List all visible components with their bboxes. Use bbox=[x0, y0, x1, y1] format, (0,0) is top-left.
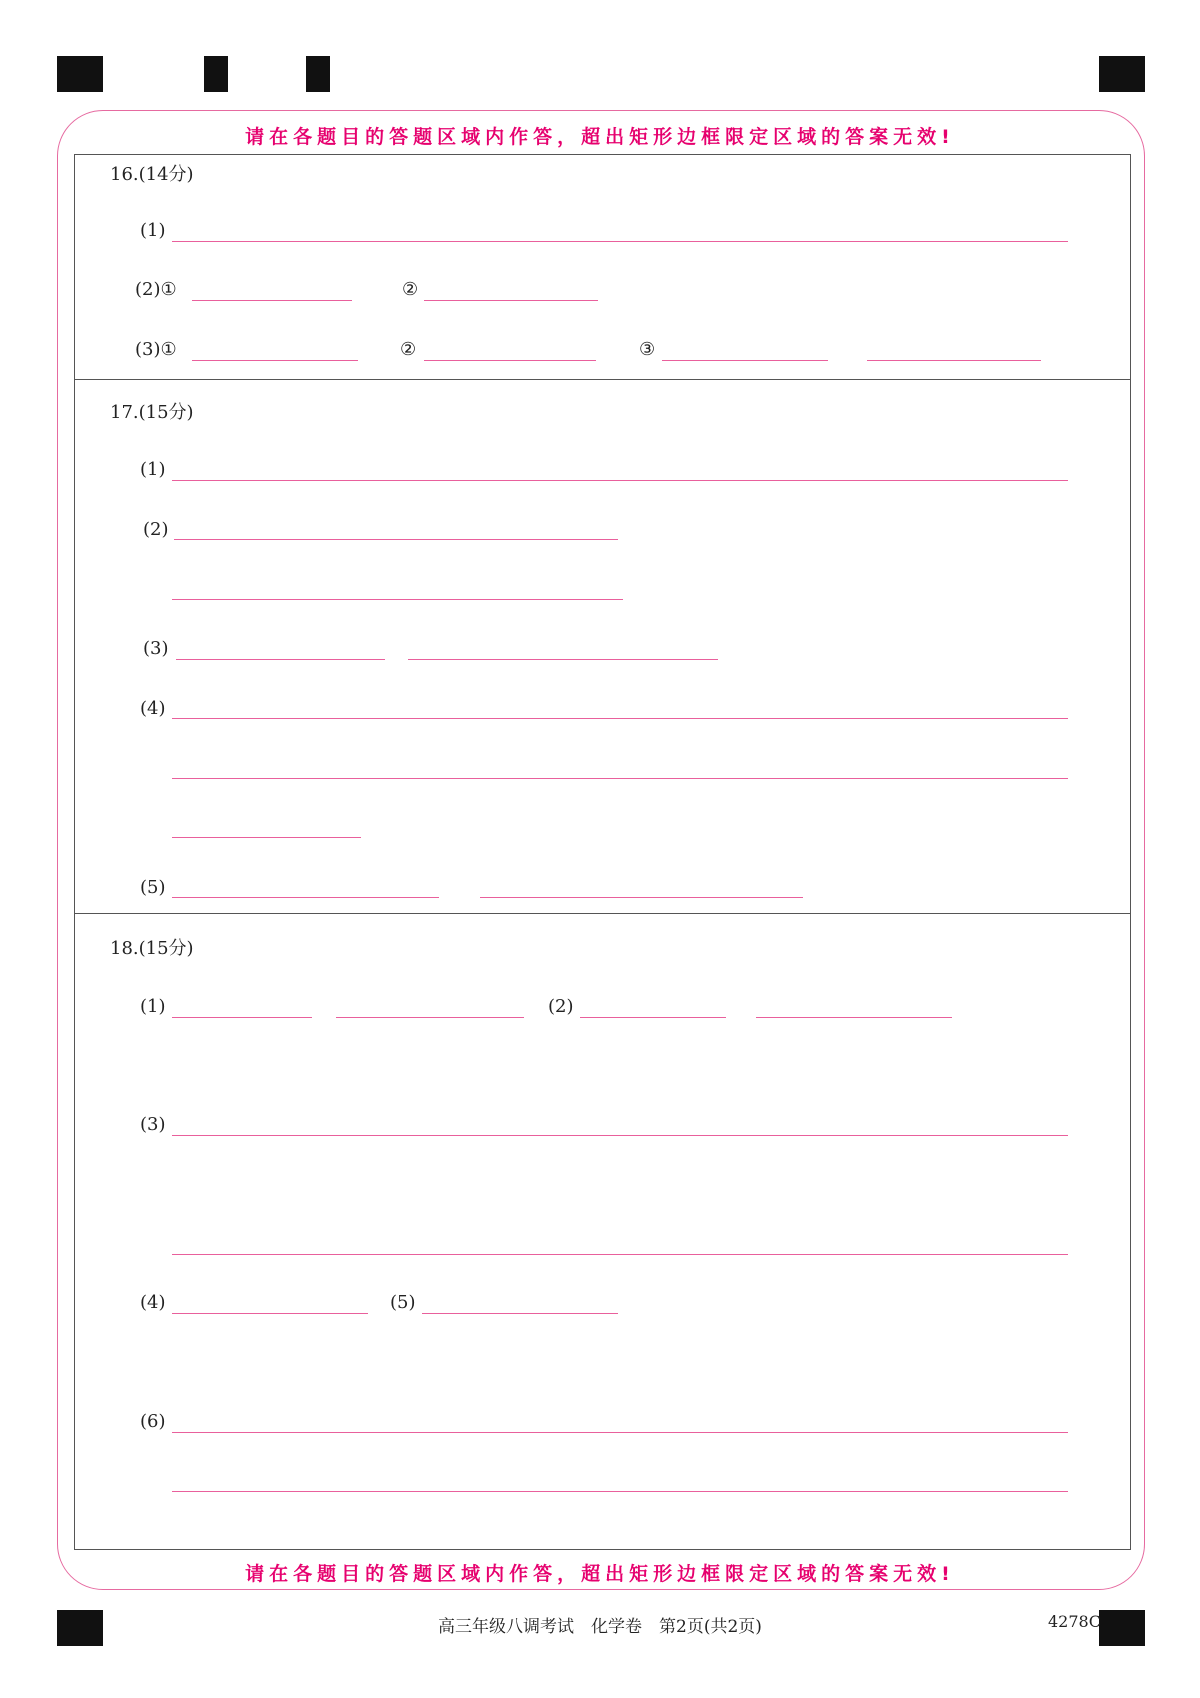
q18-part1-2-answer-line[interactable] bbox=[336, 1017, 524, 1018]
q16-part3-3-label: ③ bbox=[639, 339, 656, 360]
q16-part2-label: (2)① bbox=[135, 279, 177, 300]
q16-part1-answer-line[interactable] bbox=[172, 241, 1068, 242]
answer-box bbox=[74, 154, 1131, 1550]
q16-part3-3-answer-line[interactable] bbox=[662, 360, 828, 361]
footer-paper-code: 4278C bbox=[1048, 1612, 1101, 1631]
q17-part2-label: (2) bbox=[143, 519, 169, 540]
q17-part3-2-answer-line[interactable] bbox=[408, 659, 718, 660]
q18-part2-2-answer-line[interactable] bbox=[756, 1017, 952, 1018]
q17-part5-1-answer-line[interactable] bbox=[172, 897, 439, 898]
q18-part6-answer-line-1[interactable] bbox=[172, 1432, 1068, 1433]
q16-part3-2-label: ② bbox=[400, 339, 417, 360]
question-17-title: 17.(15分) bbox=[110, 402, 194, 423]
q16-part3-2-answer-line[interactable] bbox=[424, 360, 596, 361]
q18-part3-answer-line-1[interactable] bbox=[172, 1135, 1068, 1136]
divider-17-18 bbox=[74, 913, 1131, 914]
q16-part3-1-answer-line[interactable] bbox=[192, 360, 358, 361]
q16-part2-1-answer-line[interactable] bbox=[192, 300, 352, 301]
registration-mark-top-right bbox=[1099, 56, 1145, 92]
q18-part6-answer-line-2[interactable] bbox=[172, 1491, 1068, 1492]
question-18-title: 18.(15分) bbox=[110, 938, 194, 959]
q18-part3-answer-line-2[interactable] bbox=[172, 1254, 1068, 1255]
q17-part1-answer-line[interactable] bbox=[172, 480, 1068, 481]
footer-page-info: 高三年级八调考试 化学卷 第2页(共2页) bbox=[438, 1617, 762, 1637]
registration-mark-top-3 bbox=[306, 56, 330, 92]
q17-part4-answer-line-3[interactable] bbox=[172, 837, 361, 838]
question-16-title: 16.(14分) bbox=[110, 164, 194, 185]
q18-part4-answer-line[interactable] bbox=[172, 1313, 368, 1314]
q17-part2-answer-line-2[interactable] bbox=[172, 599, 623, 600]
q16-part2-2-answer-line[interactable] bbox=[424, 300, 598, 301]
q17-part4-answer-line-2[interactable] bbox=[172, 778, 1068, 779]
q17-part2-answer-line-1[interactable] bbox=[174, 539, 618, 540]
q18-part3-label: (3) bbox=[140, 1114, 166, 1135]
q18-part2-label: (2) bbox=[548, 996, 574, 1017]
notice-top: 请在各题目的答题区域内作答，超出矩形边框限定区域的答案无效! bbox=[245, 126, 955, 148]
q16-part1-label: (1) bbox=[140, 220, 166, 241]
q18-part1-1-answer-line[interactable] bbox=[172, 1017, 312, 1018]
q18-part4-label: (4) bbox=[140, 1292, 166, 1313]
q18-part2-1-answer-line[interactable] bbox=[580, 1017, 726, 1018]
q17-part4-answer-line-1[interactable] bbox=[172, 718, 1068, 719]
q18-part5-answer-line[interactable] bbox=[422, 1313, 618, 1314]
q18-part6-label: (6) bbox=[140, 1411, 166, 1432]
q16-part2-2-label: ② bbox=[402, 279, 419, 300]
q16-part3-label: (3)① bbox=[135, 339, 177, 360]
q16-part3-4-answer-line[interactable] bbox=[867, 360, 1041, 361]
q17-part3-label: (3) bbox=[143, 638, 169, 659]
divider-16-17 bbox=[74, 379, 1131, 380]
q17-part3-1-answer-line[interactable] bbox=[176, 659, 385, 660]
q17-part5-2-answer-line[interactable] bbox=[480, 897, 803, 898]
q18-part5-label: (5) bbox=[390, 1292, 416, 1313]
q17-part1-label: (1) bbox=[140, 459, 166, 480]
registration-mark-top-2 bbox=[204, 56, 228, 92]
q17-part5-label: (5) bbox=[140, 877, 166, 898]
q17-part4-label: (4) bbox=[140, 698, 166, 719]
registration-mark-top-left bbox=[57, 56, 103, 92]
q18-part1-label: (1) bbox=[140, 996, 166, 1017]
notice-bottom: 请在各题目的答题区域内作答，超出矩形边框限定区域的答案无效! bbox=[245, 1563, 955, 1585]
